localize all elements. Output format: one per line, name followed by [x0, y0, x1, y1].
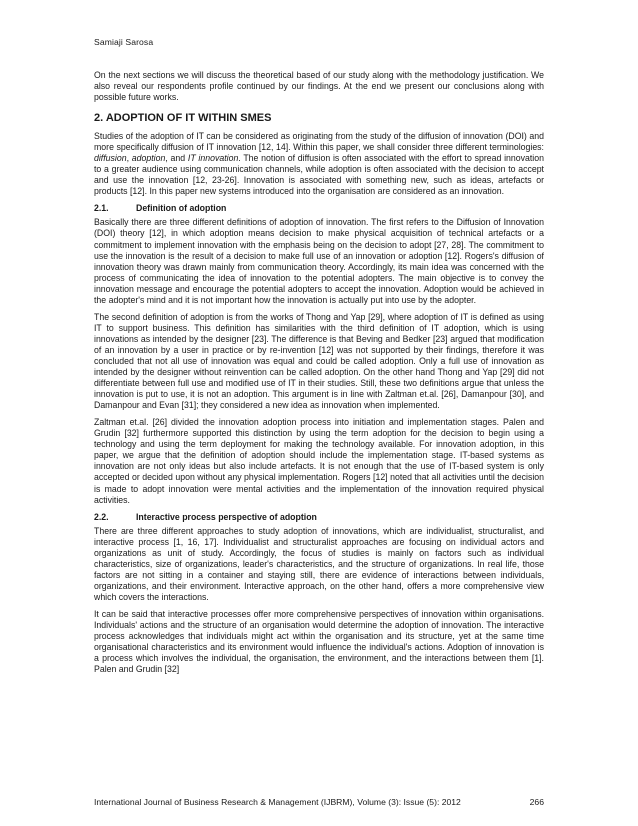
subsection-number: 2.1. [94, 203, 109, 214]
interactive-paragraph-2: It can be said that interactive processes offer more comprehensive perspectives of innovation within organisations. Individuals' actions and the structure of an organisation would determine the adoption of innovation. The interactive process acknowledges that individuals might act within the organisation and its structure, yet at the same time organisational characteristics and its environment would influence the individual's actions. Adoption of innovation is a process which involves the individual, the organisation, the environment, and the interactions between them [1]. Palen and Grudin [32] [94, 608, 544, 675]
running-head-author: Samiaji Sarosa [94, 37, 154, 47]
subsection-title: Interactive process perspective of adoption [136, 511, 317, 522]
term-it-innovation: IT innovation [187, 153, 239, 164]
definition-paragraph-3: Zaltman et.al. [26] divided the innovation adoption process into initiation and implementation stages. Palen and Grudin [32] furthermore supported this distinction by using the term adoption for the decision to begin using a technology and using the term deployment for making the technology available. For innovation adoption, in this paper, we argue that the definition of adoption should include the implementation stage. IT-based systems as innovation are not only ideas but also include artefacts. It is not enough that the use of IT-based system is only accepted or decided upon without any physical implementation. Rogers [12] noted that all activities until the decision is made to adopt innovation were mental activities and the implementation of the innovation required physical activities. [94, 417, 544, 505]
term-diffusion: diffusion [94, 153, 127, 164]
subsection-title: Definition of adoption [136, 203, 227, 214]
section-heading-adoption-of-it: 2. ADOPTION OF IT WITHIN SMES [94, 112, 272, 125]
definition-paragraph-1: Basically there are three different definitions of adoption of innovation. The first refers to the Diffusion of Innovation (DOI) theory [12], in which adoption means decision to make physical acquisition of technical artefacts or a commitment to implement innovation with the emphasis being on the decision to adopt [27, 28]. The commitment to use the innovation is the result of a decision to make full use of an innovation or adoption [12]. Rogers's diffusion of innovation theory was drawn mainly from communication theory. Accordingly, its main idea was concerned with the process of communicating the idea of innovation to the potential adopters. The main objective is to convey the innovation message and encourage the potential adopters to accept the innovation. Adoption would be achieved in the adopter's mind and it is not important how the innovation is actually put into use by the adopter. [94, 217, 544, 305]
definition-paragraph-2: The second definition of adoption is from the works of Thong and Yap [29], where adoption of IT is defined as using IT to support business. This definition has similarities with the third definition of IT adoption, which is using innovations as intended by the designer [23]. The difference is that Beving and Bedker [23] argued that modification of an innovation by a user in practice or by re-invention [12] was not supported by their findings, therefore it was concluded that not all use of innovation was equal and could be called adoption. Only a full use of innovation as intended by the designer without reinvention can be called adoption. On the other hand Thong and Yap [29] did not differentiate between full use and modified use of IT in their studies. Still, these two definitions argue that unless the innovation is put to use, it is not an adoption. This argument is in line with Zaltman et.al. [26], Damanpour [30], and Damanpour and Evan [31]; they considered a new idea as innovation when implemented. [94, 311, 544, 411]
page-footer [94, 797, 544, 807]
subsection-heading-definition [94, 203, 544, 214]
footer-page-number: 266 [529, 797, 544, 807]
subsection-number: 2.2. [94, 511, 109, 522]
interactive-paragraph-1: There are three different approaches to study adoption of innovations, which are individualist, structuralist, and interactive process [1, 16, 17]. Individualist and structuralist approaches are focusing on individual actors and organizations as unit of study. Accordingly, the focus of studies is mainly on factors such as individual characteristics, size of organizations, leader's characteristics, and the structure of organizations. In real life, those factors are not sitting in a container and staying still, there are evidence of interactions between individuals, organizations, and their environment. Interactive approach, on the other hand, offers a more comprehensive view which covers the interactions. [94, 525, 544, 602]
footer-journal: International Journal of Business Research & Management (IJBRM), Volume (3): Issue (5): 2012 [94, 797, 461, 807]
term-adoption: adoption [131, 153, 166, 164]
body-content [94, 70, 544, 681]
intro-paragraph: On the next sections we will discuss the theoretical based of our study along with the methodology justification. We also reveal our respondents profile continued by our findings. At the end we present our conclusions along with possible future works. [94, 70, 544, 103]
subsection-heading-interactive-process [94, 512, 544, 523]
section2-paragraph: Studies of the adoption of IT can be considered as originating from the study of the diffusion of innovation (DOI) and more specifically diffusion of IT innovation [12, 14]. Within this paper, we shall consider three different terminologies: diffusion, adoption, and IT innovation. The notion of diffusion is often associated with the effort to spread innovation to a greater audience using communication channels, while adoption is often associated with the decision to accept and use the innovation [12, 23-26]. Innovation is associated with something new, such as ideas, artefacts or products [12]. In this paper new systems introduced into the organisation are considered as an innovation. [94, 131, 544, 197]
